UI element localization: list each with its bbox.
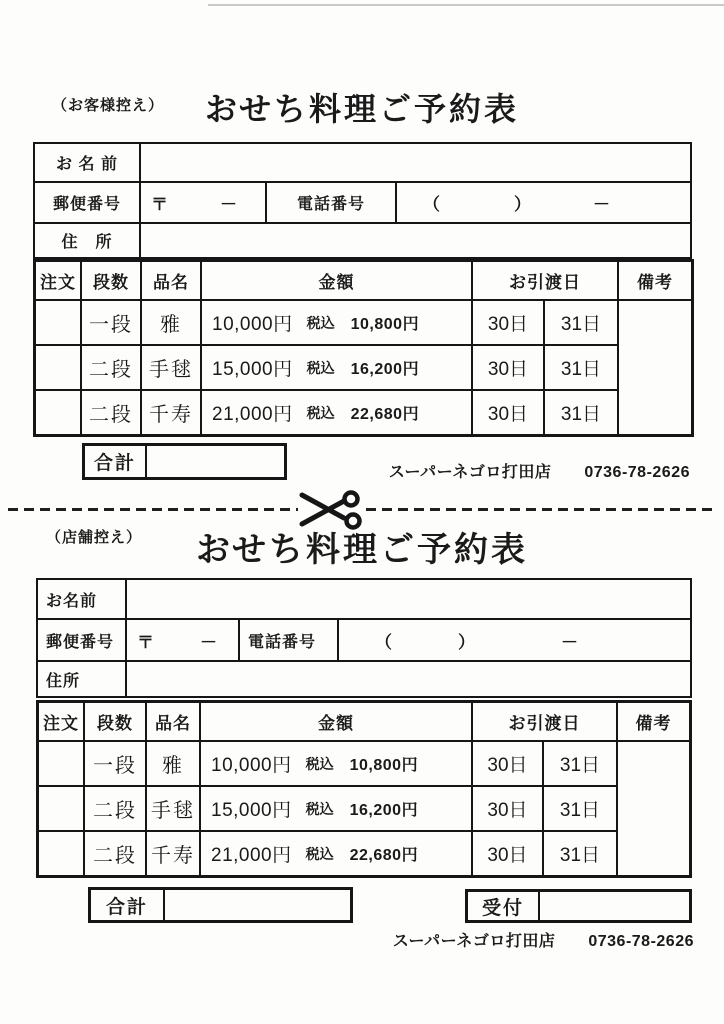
delivery-day31-cell: 31日 [542,830,616,875]
postal-phone-row [38,618,690,660]
order-qty-cell [36,344,80,389]
order-qty-cell [39,740,83,785]
delivery-day31-cell: 31日 [543,344,617,389]
postal-input-area [125,620,238,660]
col-header-item: 品名 [140,262,200,299]
phone-dash: － [561,632,578,652]
total-label: 合計 [85,446,147,477]
reception-label: 受付 [468,892,540,920]
col-header-tiers: 段数 [83,703,145,740]
price-cell [199,830,471,875]
price-tax-included: 10,800円 [349,757,419,774]
price-tax-included: 10,800円 [350,316,420,333]
form1-order-table [33,259,694,437]
price-tax-included: 16,200円 [350,361,420,378]
col-header-tiers: 段数 [80,262,140,299]
delivery-day30-cell: 30日 [471,740,542,785]
postal-mark: 〒 [151,195,168,214]
col-header-notes: 備考 [617,262,691,299]
price-cell [200,344,471,389]
price-base: 15,000円 [212,359,293,380]
phone-paren-close: ） [458,632,475,652]
form2-total-box [88,887,353,923]
postal-dash: － [220,195,237,214]
address-label: 住所 [46,672,81,690]
delivery-day31-cell: 31日 [543,299,617,344]
name-row [35,144,690,181]
price-cell [200,299,471,344]
col-header-order: 注文 [43,714,79,733]
price-base: 15,000円 [211,800,292,821]
postal-label: 郵便番号 [46,633,115,651]
notes-cell [616,740,689,875]
tax-included-label: 税込 [305,800,334,817]
item-cell: 手毬 [145,785,199,830]
tiers-cell: 一段 [83,740,145,785]
col-header-item: 品名 [145,703,199,740]
total-value-area [147,446,284,477]
customer-copy-label: （お客様控え） [52,97,165,114]
price-base: 21,000円 [211,845,292,866]
order-qty-cell [39,830,83,875]
postal-phone-row [35,181,690,222]
postal-mark: 〒 [137,632,154,652]
address-row [38,660,690,696]
address-input-area [125,662,690,696]
total-value-area [165,890,350,920]
phone-label: 電話番号 [238,620,337,660]
phone-input-area [337,620,690,660]
form1-title: おせち料理ご予約表 [204,91,520,127]
form1-total-box [82,443,287,480]
phone-paren-open: （ [375,632,392,652]
col-header-delivery: お引渡日 [471,262,617,299]
delivery-day30-cell: 30日 [471,344,543,389]
price-cell [200,389,471,434]
item-cell: 千寿 [145,830,199,875]
item-cell: 千寿 [140,389,200,434]
cut-dashed-line-right [366,508,718,511]
total-label: 合計 [91,890,165,920]
notes-cell [617,299,691,434]
col-header-price: 金額 [200,262,471,299]
price-tax-included: 22,680円 [349,847,419,864]
tiers-cell: 二段 [83,830,145,875]
item-cell: 手毬 [140,344,200,389]
delivery-day30-cell: 30日 [471,785,542,830]
tax-included-label: 税込 [306,404,335,421]
delivery-day30-cell: 30日 [471,389,543,434]
name-input-area [125,580,690,618]
cut-dashed-line-left [8,508,298,511]
delivery-day30-cell: 30日 [471,830,542,875]
price-base: 10,000円 [211,755,292,776]
phone-paren-open: （ [423,195,440,214]
tax-included-label: 税込 [306,359,335,376]
form2-info-table [36,578,692,698]
col-header-price: 金額 [199,703,471,740]
order-qty-cell [39,785,83,830]
postal-label: 郵便番号 [52,196,121,213]
price-cell [199,785,471,830]
price-cell [199,740,471,785]
tiers-cell: 二段 [80,344,140,389]
postal-dash: － [200,632,217,652]
phone-input-area [395,183,690,222]
col-header-notes: 備考 [616,703,689,740]
store-name-phone: スーパーネゴロ打田店 0736-78-2626 [388,464,690,481]
tax-included-label: 税込 [305,755,334,772]
address-row [35,222,690,257]
name-row [38,580,690,618]
form2-order-table [36,700,692,878]
form2-title: おせち料理ご予約表 [196,531,528,569]
address-label: 住 所 [61,234,113,251]
item-cell: 雅 [145,740,199,785]
item-cell: 雅 [140,299,200,344]
name-input-area [139,144,690,181]
tiers-cell: 一段 [80,299,140,344]
tiers-cell: 二段 [83,785,145,830]
tax-included-label: 税込 [305,845,334,862]
form1-info-table [33,142,692,259]
tiers-cell: 二段 [80,389,140,434]
col-header-delivery: お引渡日 [471,703,616,740]
scan-artifact-line [208,4,724,6]
delivery-day31-cell: 31日 [542,740,616,785]
reception-box [465,889,692,923]
reception-value-area [540,892,689,920]
store-name-phone: スーパーネゴロ打田店 0736-78-2626 [392,933,694,950]
postal-input-area [139,183,265,222]
phone-paren-close: ） [514,195,531,214]
price-base: 21,000円 [212,404,293,425]
delivery-day31-cell: 31日 [543,389,617,434]
price-tax-included: 16,200円 [349,802,419,819]
phone-label: 電話番号 [265,183,395,222]
price-base: 10,000円 [212,314,293,335]
tax-included-label: 税込 [306,314,335,331]
order-qty-cell [36,389,80,434]
price-tax-included: 22,680円 [350,406,420,423]
order-qty-cell [36,299,80,344]
col-header-order: 注文 [40,273,76,292]
phone-dash: － [593,195,610,214]
store-copy-label: （店舗控え） [46,529,143,546]
address-input-area [139,224,690,257]
delivery-day31-cell: 31日 [542,785,616,830]
name-label: お 名 前 [56,156,118,173]
name-label: お名前 [46,592,98,610]
delivery-day30-cell: 30日 [471,299,543,344]
